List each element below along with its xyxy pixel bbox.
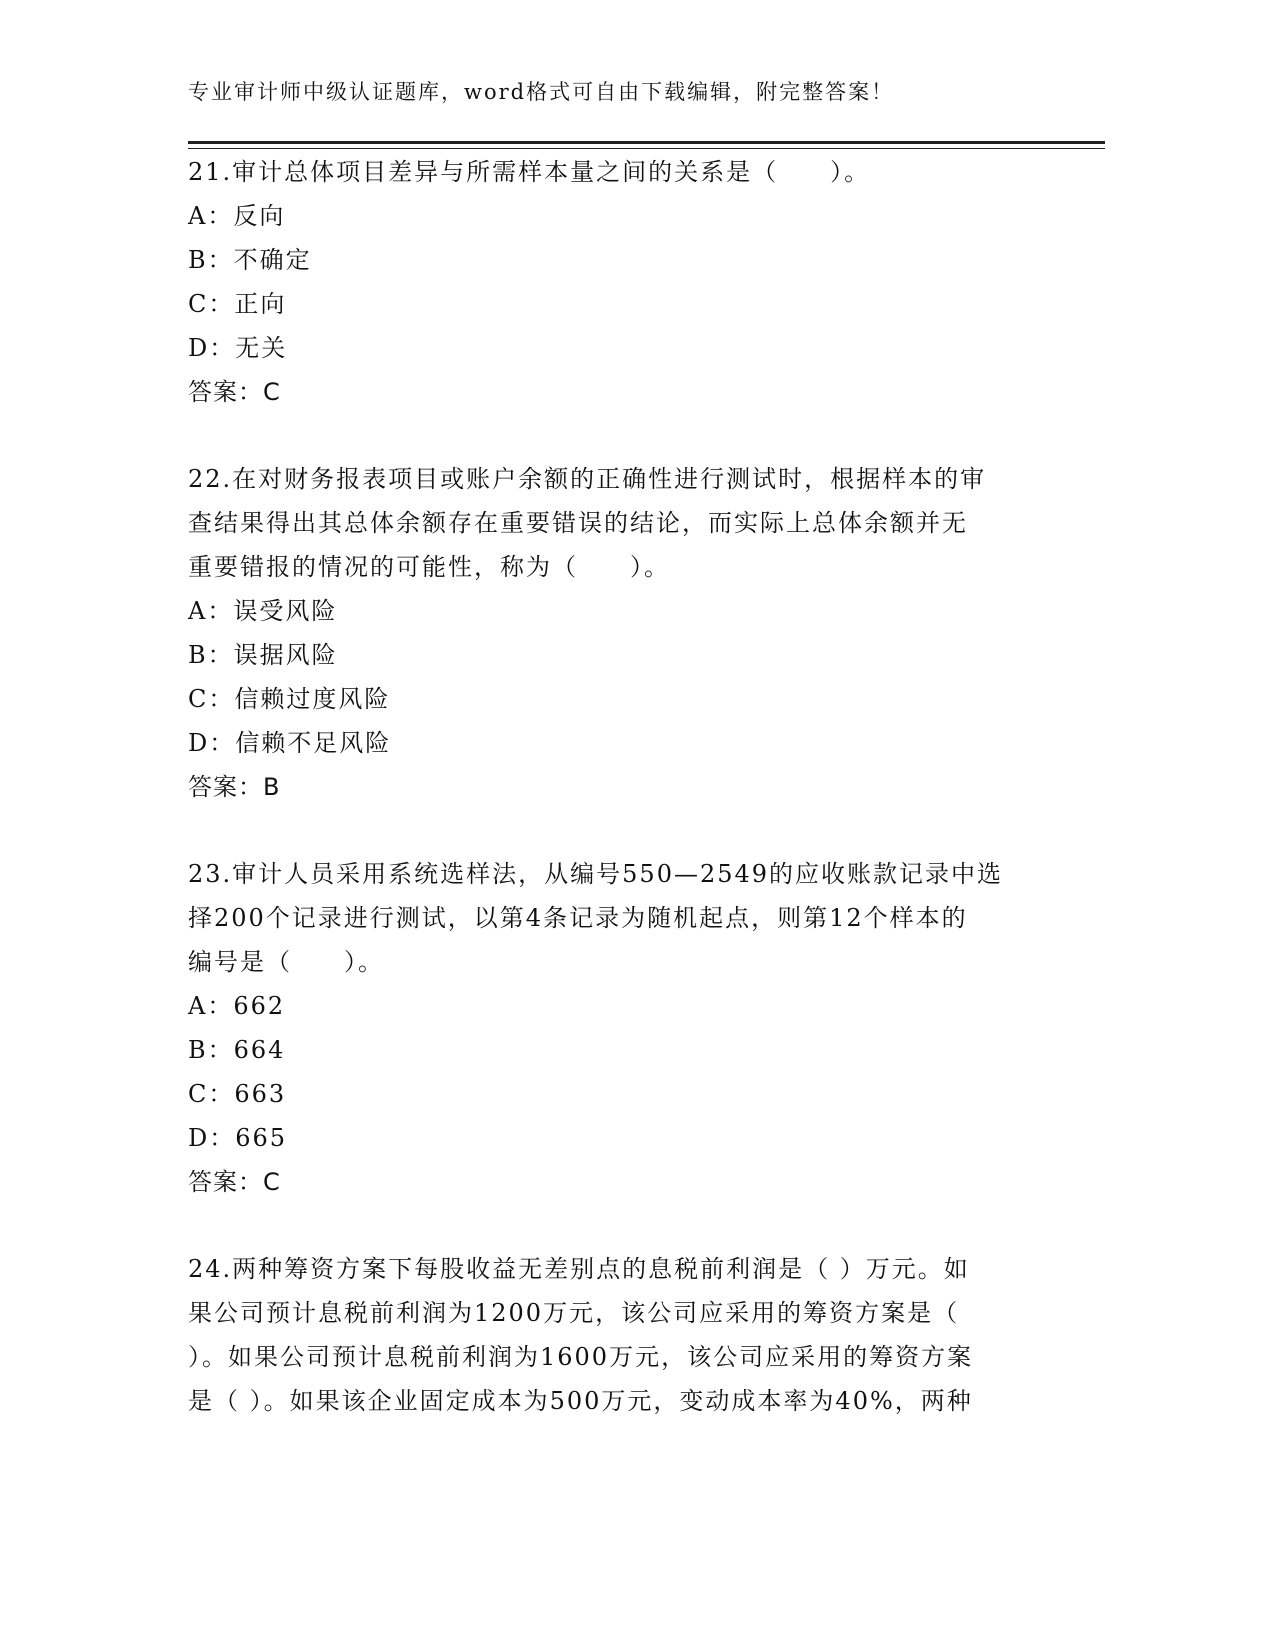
question-block	[188, 852, 1068, 1204]
question-text-line: 重要错报的情况的可能性，称为（ ）。	[188, 553, 670, 581]
answer-option: D：无关	[188, 334, 288, 362]
page-header: 专业审计师中级认证题库，word格式可自由下载编辑，附完整答案！	[188, 80, 895, 104]
answer-option: C：663	[188, 1080, 287, 1108]
answer-option: A：反向	[188, 202, 286, 230]
question-text-line: 择200个记录进行测试，以第4条记录为随机起点，则第12个样本的	[188, 904, 968, 932]
answer-key: 答案：B	[188, 773, 281, 801]
answer-option: D：信赖不足风险	[188, 729, 392, 757]
answer-option: B：误据风险	[188, 641, 338, 669]
question-text-line: 是（ ）。如果该企业固定成本为500万元，变动成本率为40%，两种	[188, 1387, 973, 1415]
question-text-line: 21.审计总体项目差异与所需样本量之间的关系是（ ）。	[188, 158, 871, 186]
question-text-line: 查结果得出其总体余额存在重要错误的结论，而实际上总体余额并无	[188, 509, 968, 537]
question-block	[188, 150, 1068, 414]
answer-option: D：665	[188, 1124, 288, 1152]
answer-key: 答案：C	[188, 378, 281, 406]
question-text-line: 24.两种筹资方案下每股收益无差别点的息税前利润是（ ）万元。如	[188, 1255, 970, 1283]
question-list	[188, 150, 1068, 1423]
answer-option: B：664	[188, 1036, 286, 1064]
answer-option: A：662	[188, 992, 286, 1020]
question-text-line: 编号是（ ）。	[188, 948, 384, 976]
question-spacer	[188, 1204, 1068, 1247]
answer-option: C：正向	[188, 290, 287, 318]
question-text-line: 果公司预计息税前利润为1200万元，该公司应采用的筹资方案是（	[188, 1299, 960, 1327]
question-spacer	[188, 414, 1068, 457]
question-block	[188, 457, 1068, 809]
question-text-line: 23.审计人员采用系统选样法，从编号550—2549的应收账款记录中选	[188, 860, 1004, 888]
answer-option: A：误受风险	[188, 597, 338, 625]
answer-key: 答案：C	[188, 1168, 281, 1196]
answer-option: C：信赖过度风险	[188, 685, 391, 713]
header-rule-thick	[188, 141, 1105, 144]
question-spacer	[188, 809, 1068, 852]
question-text-line: ）。如果公司预计息税前利润为1600万元，该公司应采用的筹资方案	[188, 1343, 974, 1371]
question-block	[188, 1247, 1068, 1423]
answer-option: B：不确定	[188, 246, 312, 274]
header-rule-thin	[188, 148, 1105, 149]
question-text-line: 22.在对财务报表项目或账户余额的正确性进行测试时，根据样本的审	[188, 465, 987, 493]
